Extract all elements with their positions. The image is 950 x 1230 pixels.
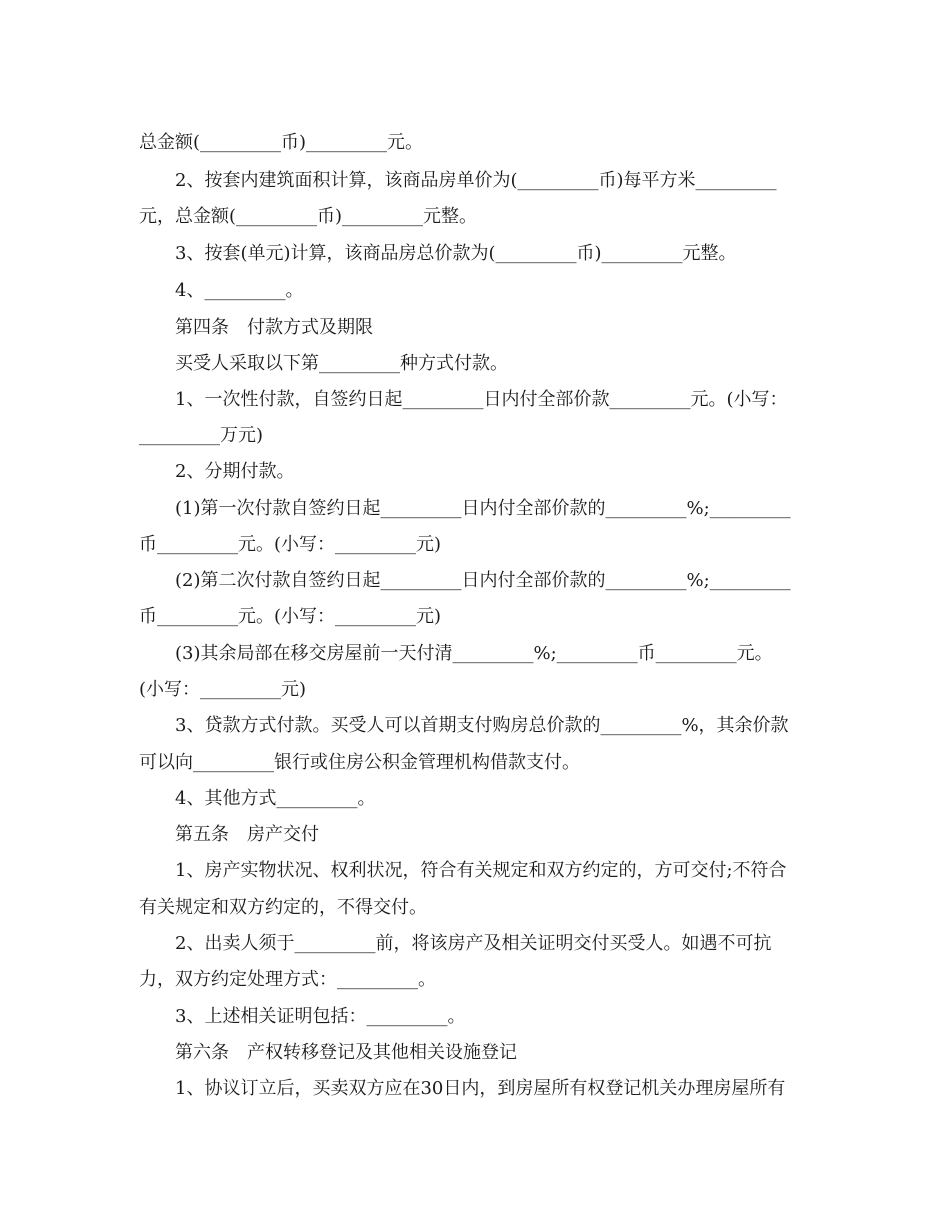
- text-line: 元，总金额(_________币)_________元整。: [139, 206, 478, 227]
- text-line: 币_________元。(小写：_________元): [139, 606, 442, 627]
- text-line: (2)第二次付款自签约日起_________日内付全部价款的_________%;_________: [175, 570, 791, 591]
- text-line: 4、其他方式_________。: [175, 788, 376, 809]
- text-line: 1、协议订立后，买卖双方应在30日内，到房屋所有权登记机关办理房屋所有: [175, 1078, 786, 1099]
- text-line: 币_________元。(小写：_________元): [139, 534, 442, 555]
- text-line: 4、_________。: [175, 280, 304, 301]
- text-line: 2、分期付款。: [175, 461, 295, 482]
- text-line: 1、房产实物状况、权利状况，符合有关规定和双方约定的，方可交付;不符合: [175, 860, 787, 881]
- text-line: 力，双方约定处理方式：_________。: [139, 969, 436, 990]
- text-line: (3)其余局部在移交房屋前一天付清_________%;_________币_________元。: [175, 643, 773, 664]
- section-heading: 第五条 房产交付: [175, 824, 319, 845]
- text-line: 3、按套(单元)计算，该商品房总价款为(_________币)_________元整。: [175, 243, 737, 264]
- text-line: 买受人采取以下第_________种方式付款。: [175, 353, 508, 374]
- section-heading: 第四条 付款方式及期限: [175, 317, 373, 338]
- section-heading: 第六条 产权转移登记及其他相关设施登记: [175, 1042, 517, 1063]
- text-line: 总金额(_________币)_________元。: [139, 132, 424, 153]
- text-line: 2、按套内建筑面积计算，该商品房单价为(_________币)每平方米_________: [175, 170, 777, 191]
- text-line: (1)第一次付款自签约日起_________日内付全部价款的_________%;_________: [175, 498, 791, 519]
- text-line: (小写：_________元): [139, 679, 307, 700]
- text-line: 2、出卖人须于_________前，将该房产及相关证明交付买受人。如遇不可抗: [175, 933, 772, 954]
- text-line: 3、贷款方式付款。买受人可以首期支付购房总价款的_________%，其余价款: [175, 715, 789, 736]
- text-line: 3、上述相关证明包括：_________。: [175, 1006, 466, 1027]
- text-line: _________万元): [139, 425, 264, 446]
- text-line: 可以向_________银行或住房公积金管理机构借款支付。: [139, 752, 580, 773]
- text-line: 有关规定和双方约定的，不得交付。: [139, 897, 427, 918]
- text-line: 1、一次性付款，自签约日起_________日内付全部价款_________元。(小写：: [175, 389, 788, 410]
